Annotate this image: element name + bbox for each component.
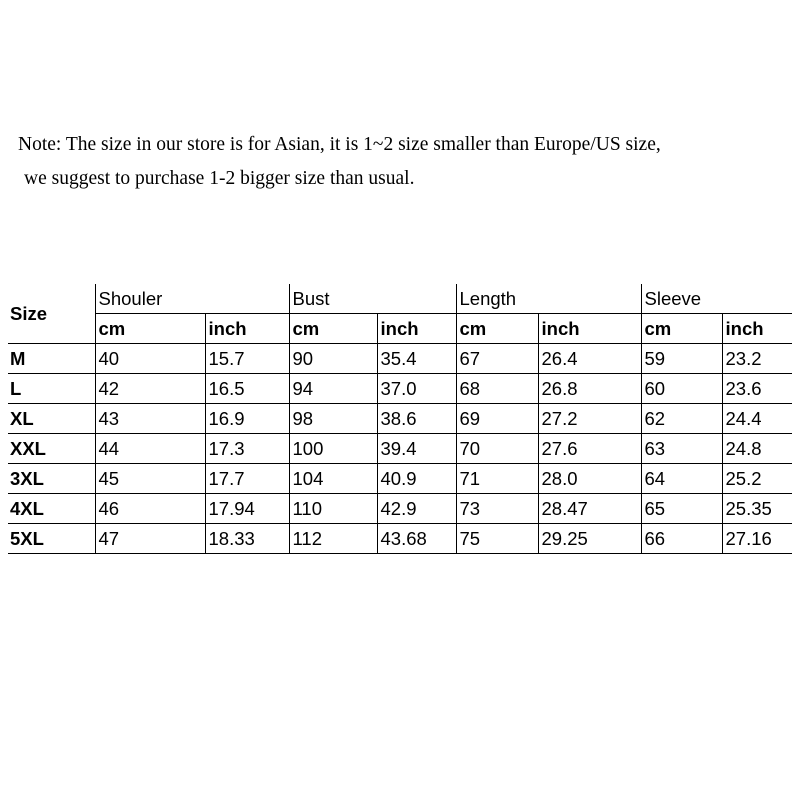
measurement-cell: 39.4 — [377, 434, 456, 464]
measurement-cell: 46 — [95, 494, 205, 524]
unit-header-cell: inch — [722, 314, 792, 344]
table-row — [8, 524, 792, 554]
size-note — [18, 128, 798, 196]
measurement-cell: 37.0 — [377, 374, 456, 404]
measurement-cell: 27.16 — [722, 524, 792, 554]
measurement-cell: 17.3 — [205, 434, 289, 464]
measurement-cell: 26.8 — [538, 374, 641, 404]
measurement-cell: 23.2 — [722, 344, 792, 374]
measurement-cell: 70 — [456, 434, 538, 464]
measurement-cell: 59 — [641, 344, 722, 374]
measurement-cell: 66 — [641, 524, 722, 554]
measurement-cell: 45 — [95, 464, 205, 494]
size-label: L — [8, 374, 95, 404]
measurement-cell: 90 — [289, 344, 377, 374]
size-label: 4XL — [8, 494, 95, 524]
measurement-cell: 68 — [456, 374, 538, 404]
measurement-cell: 42 — [95, 374, 205, 404]
size-label: XL — [8, 404, 95, 434]
measurement-cell: 27.6 — [538, 434, 641, 464]
measurement-cell: 38.6 — [377, 404, 456, 434]
measurement-cell: 17.94 — [205, 494, 289, 524]
unit-header-cell: cm — [289, 314, 377, 344]
measurement-cell: 64 — [641, 464, 722, 494]
measurement-cell: 73 — [456, 494, 538, 524]
measurement-cell: 24.4 — [722, 404, 792, 434]
table-row — [8, 464, 792, 494]
measurement-cell: 40.9 — [377, 464, 456, 494]
table-row — [8, 434, 792, 464]
measurement-cell: 42.9 — [377, 494, 456, 524]
measurement-cell: 24.8 — [722, 434, 792, 464]
measurement-cell: 15.7 — [205, 344, 289, 374]
measurement-cell: 18.33 — [205, 524, 289, 554]
measurement-cell: 28.0 — [538, 464, 641, 494]
size-chart-body — [8, 284, 792, 554]
measurement-cell: 60 — [641, 374, 722, 404]
measurement-cell: 69 — [456, 404, 538, 434]
size-label: M — [8, 344, 95, 374]
table-row — [8, 374, 792, 404]
unit-header-cell: cm — [456, 314, 538, 344]
measurement-cell: 43.68 — [377, 524, 456, 554]
unit-header-cell: inch — [538, 314, 641, 344]
measurement-cell: 28.47 — [538, 494, 641, 524]
measurement-cell: 23.6 — [722, 374, 792, 404]
measurement-cell: 43 — [95, 404, 205, 434]
measurement-cell: 40 — [95, 344, 205, 374]
measurement-cell: 35.4 — [377, 344, 456, 374]
table-row — [8, 404, 792, 434]
unit-header-row — [8, 314, 792, 344]
size-label: XXL — [8, 434, 95, 464]
measurement-cell: 27.2 — [538, 404, 641, 434]
unit-header-cell: cm — [95, 314, 205, 344]
group-header-row — [8, 284, 792, 314]
measurement-cell: 94 — [289, 374, 377, 404]
size-chart-table — [8, 284, 792, 554]
measurement-cell: 16.9 — [205, 404, 289, 434]
measurement-cell: 98 — [289, 404, 377, 434]
measurement-cell: 29.25 — [538, 524, 641, 554]
note-line-1: Note: The size in our store is for Asian, it is 1~2 size smaller than Europe/US size, — [18, 134, 661, 155]
size-label: 5XL — [8, 524, 95, 554]
group-header-shoulder: Shouler — [95, 284, 289, 314]
measurement-cell: 47 — [95, 524, 205, 554]
group-header-length: Length — [456, 284, 641, 314]
unit-header-cell: inch — [377, 314, 456, 344]
measurement-cell: 16.5 — [205, 374, 289, 404]
table-row — [8, 344, 792, 374]
measurement-cell: 25.2 — [722, 464, 792, 494]
note-line-2: we suggest to purchase 1-2 bigger size than usual. — [24, 168, 415, 189]
measurement-cell: 63 — [641, 434, 722, 464]
measurement-cell: 25.35 — [722, 494, 792, 524]
measurement-cell: 26.4 — [538, 344, 641, 374]
measurement-cell: 67 — [456, 344, 538, 374]
measurement-cell: 17.7 — [205, 464, 289, 494]
measurement-cell: 44 — [95, 434, 205, 464]
measurement-cell: 65 — [641, 494, 722, 524]
size-label: 3XL — [8, 464, 95, 494]
size-column-header: Size — [8, 284, 95, 344]
group-header-bust: Bust — [289, 284, 456, 314]
measurement-cell: 75 — [456, 524, 538, 554]
measurement-cell: 110 — [289, 494, 377, 524]
unit-header-cell: inch — [205, 314, 289, 344]
measurement-cell: 71 — [456, 464, 538, 494]
measurement-cell: 112 — [289, 524, 377, 554]
measurement-cell: 62 — [641, 404, 722, 434]
table-row — [8, 494, 792, 524]
measurement-cell: 104 — [289, 464, 377, 494]
measurement-cell: 100 — [289, 434, 377, 464]
group-header-sleeve: Sleeve — [641, 284, 792, 314]
unit-header-cell: cm — [641, 314, 722, 344]
